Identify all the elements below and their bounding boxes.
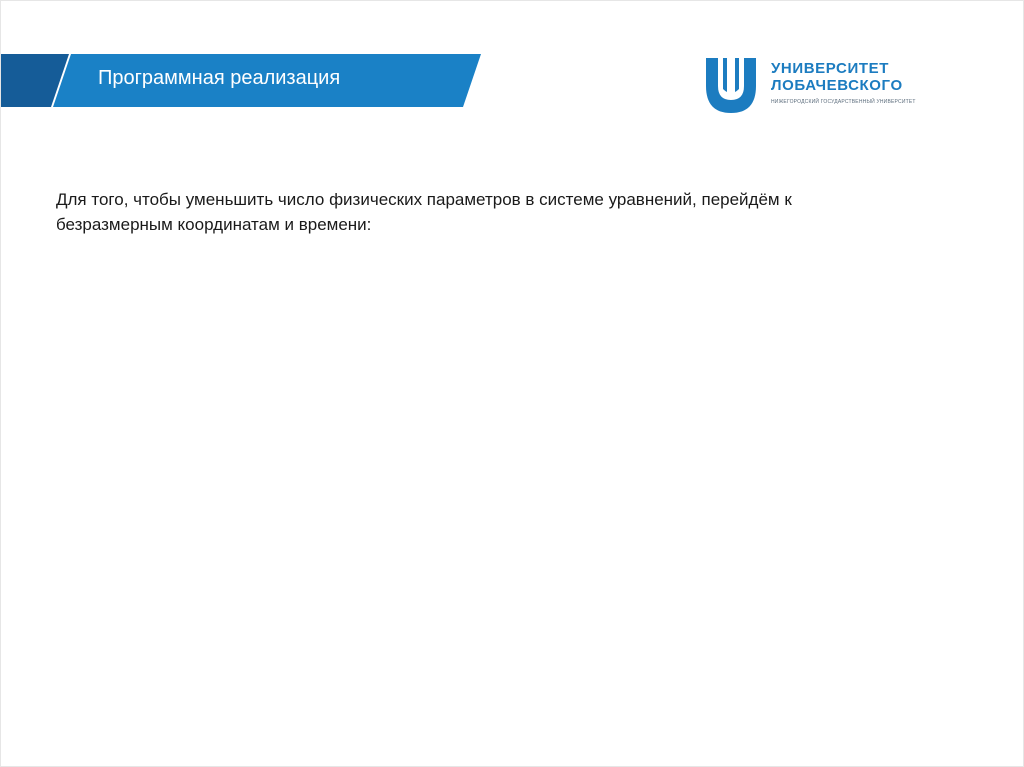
body-paragraph: Для того, чтобы уменьшить число физических параметров в системе уравнений, перейдём к безразмерным координатам и времени: bbox=[56, 190, 792, 234]
slide-title: Программная реализация bbox=[98, 67, 341, 89]
logo-name-line2: ЛОБАЧЕВСКОГО bbox=[771, 77, 903, 94]
logo-subtitle: НИЖЕГОРОДСКИЙ ГОСУДАРСТВЕННЫЙ УНИВЕРСИТЕТ bbox=[771, 99, 916, 105]
university-logo-icon bbox=[703, 56, 759, 116]
logo-name bbox=[771, 60, 903, 94]
logo-name-line1: УНИВЕРСИТЕТ bbox=[771, 60, 889, 77]
university-logo bbox=[703, 56, 918, 116]
